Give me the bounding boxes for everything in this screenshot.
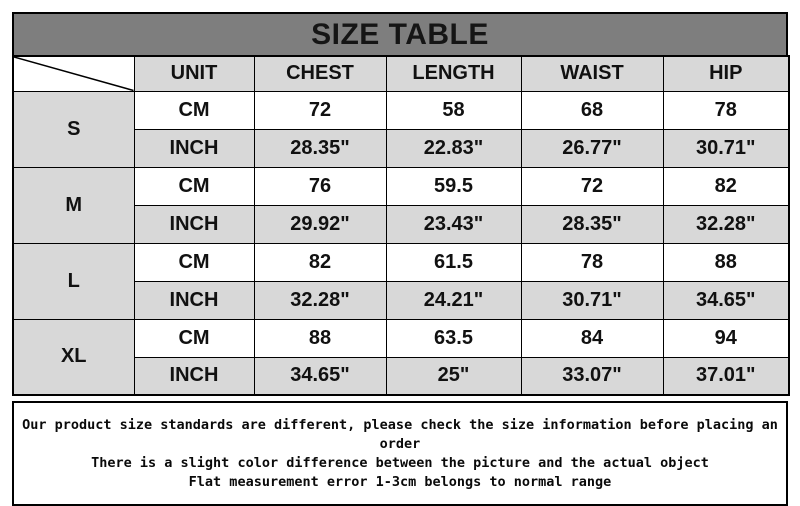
waist-cell: 28.35" xyxy=(521,205,663,243)
diagonal-cell xyxy=(13,56,134,91)
waist-cell: 78 xyxy=(521,243,663,281)
size-table xyxy=(12,55,790,396)
col-header-length: LENGTH xyxy=(386,56,521,91)
size-xl-cm-row xyxy=(13,319,789,357)
size-table-page xyxy=(12,12,788,506)
chest-cell: 72 xyxy=(254,91,386,129)
chest-cell: 28.35" xyxy=(254,129,386,167)
unit-cell: INCH xyxy=(134,357,254,395)
note-line: Flat measurement error 1-3cm belongs to normal range xyxy=(188,474,612,490)
diagonal-line-icon xyxy=(14,57,134,91)
unit-cell: CM xyxy=(134,167,254,205)
hip-cell: 30.71" xyxy=(663,129,789,167)
unit-cell: INCH xyxy=(134,205,254,243)
hip-cell: 78 xyxy=(663,91,789,129)
col-header-chest: CHEST xyxy=(254,56,386,91)
note-line: Our product size standards are different, please check the size information before placing an order xyxy=(22,417,778,452)
size-s-cm-row xyxy=(13,91,789,129)
chest-cell: 29.92" xyxy=(254,205,386,243)
length-cell: 22.83" xyxy=(386,129,521,167)
length-cell: 59.5 xyxy=(386,167,521,205)
size-m-cm-row xyxy=(13,167,789,205)
size-label-xl: XL xyxy=(13,319,134,395)
hip-cell: 82 xyxy=(663,167,789,205)
hip-cell: 88 xyxy=(663,243,789,281)
hip-cell: 34.65" xyxy=(663,281,789,319)
waist-cell: 68 xyxy=(521,91,663,129)
col-header-hip: HIP xyxy=(663,56,789,91)
waist-cell: 30.71" xyxy=(521,281,663,319)
length-cell: 58 xyxy=(386,91,521,129)
note-line: There is a slight color difference between the picture and the actual object xyxy=(91,455,709,471)
length-cell: 63.5 xyxy=(386,319,521,357)
size-label-m: M xyxy=(13,167,134,243)
unit-cell: CM xyxy=(134,319,254,357)
size-label-s: S xyxy=(13,91,134,167)
chest-cell: 82 xyxy=(254,243,386,281)
col-header-waist: WAIST xyxy=(521,56,663,91)
waist-cell: 72 xyxy=(521,167,663,205)
length-cell: 25" xyxy=(386,357,521,395)
page-title: SIZE TABLE xyxy=(12,12,788,57)
header-row xyxy=(13,56,789,91)
unit-cell: INCH xyxy=(134,281,254,319)
hip-cell: 94 xyxy=(663,319,789,357)
chest-cell: 88 xyxy=(254,319,386,357)
unit-cell: CM xyxy=(134,91,254,129)
chest-cell: 76 xyxy=(254,167,386,205)
unit-cell: CM xyxy=(134,243,254,281)
length-cell: 24.21" xyxy=(386,281,521,319)
size-label-l: L xyxy=(13,243,134,319)
waist-cell: 26.77" xyxy=(521,129,663,167)
size-l-cm-row xyxy=(13,243,789,281)
length-cell: 23.43" xyxy=(386,205,521,243)
length-cell: 61.5 xyxy=(386,243,521,281)
waist-cell: 33.07" xyxy=(521,357,663,395)
chest-cell: 32.28" xyxy=(254,281,386,319)
hip-cell: 37.01" xyxy=(663,357,789,395)
notes-box xyxy=(12,401,788,506)
chest-cell: 34.65" xyxy=(254,357,386,395)
unit-cell: INCH xyxy=(134,129,254,167)
hip-cell: 32.28" xyxy=(663,205,789,243)
col-header-unit: UNIT xyxy=(134,56,254,91)
waist-cell: 84 xyxy=(521,319,663,357)
